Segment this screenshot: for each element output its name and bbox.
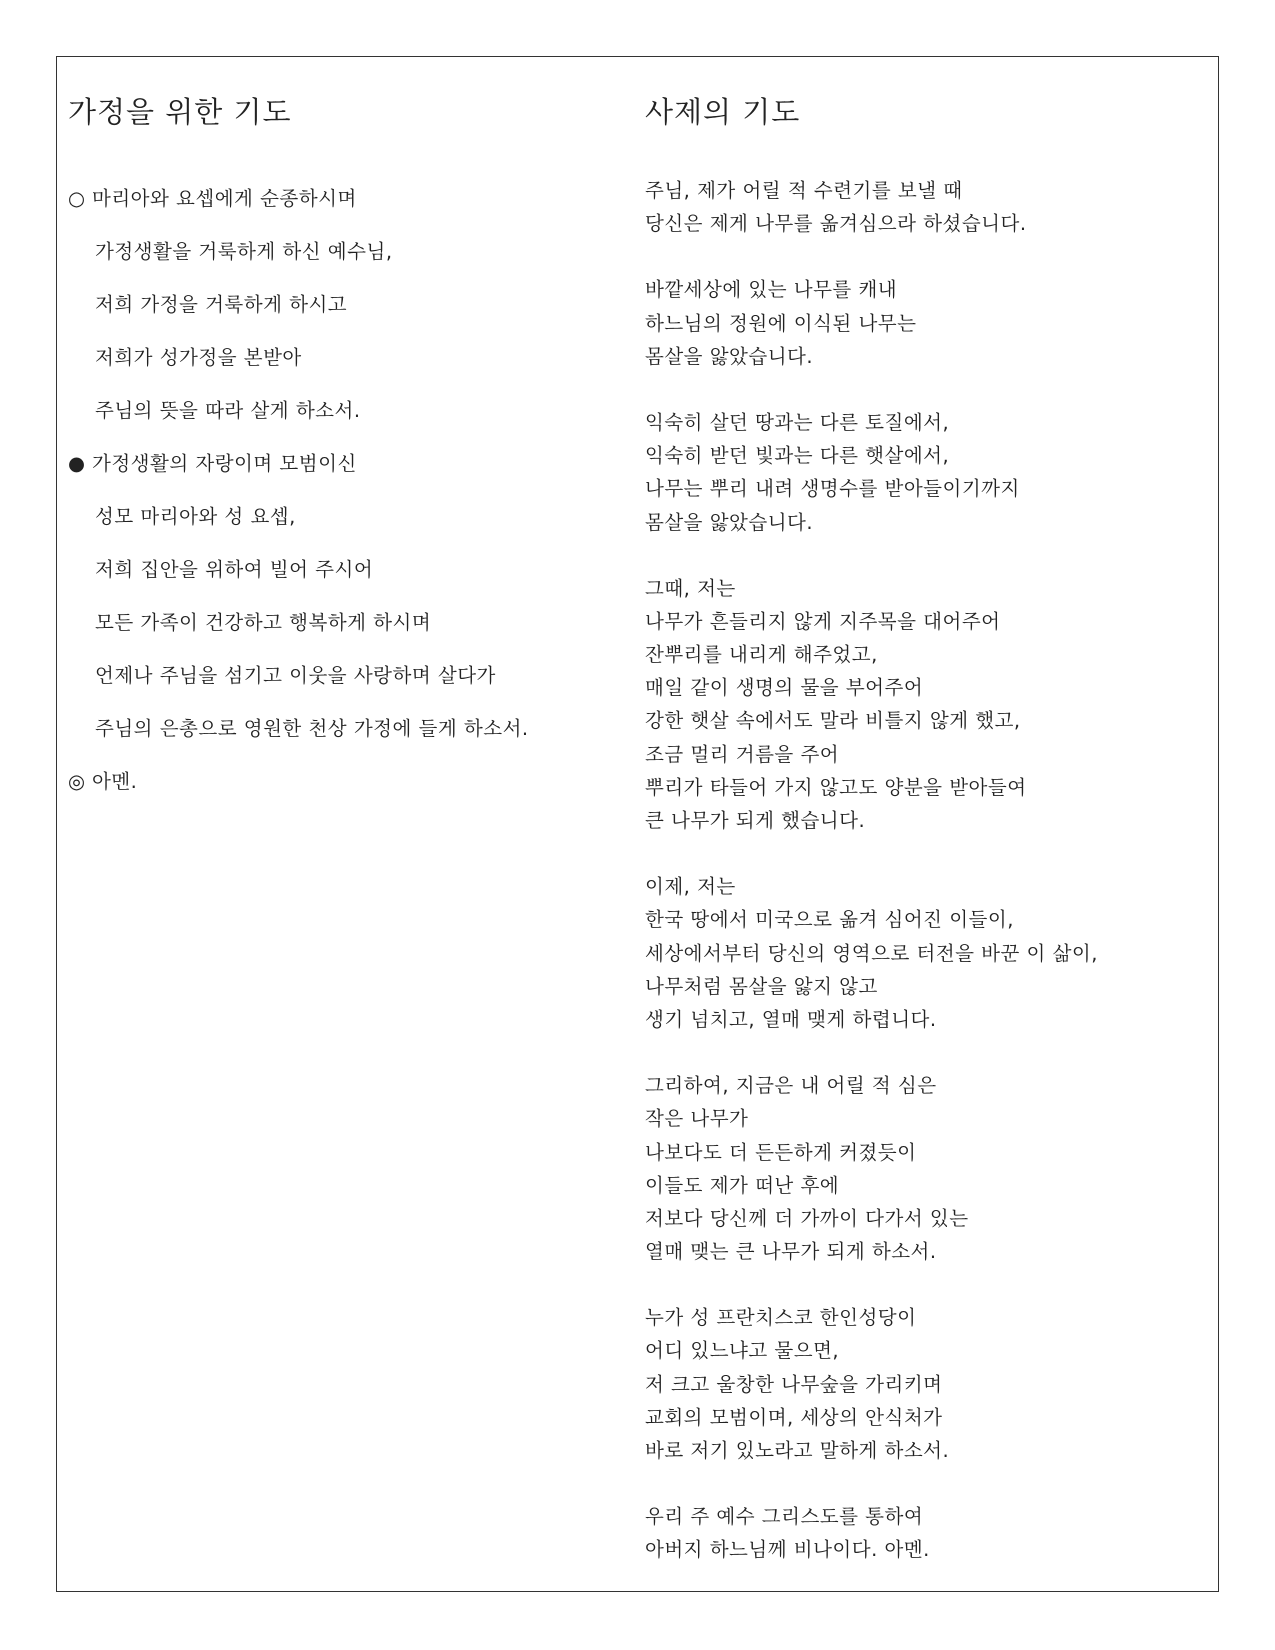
- prayer-line: 세상에서부터 당신의 영역으로 터전을 바꾼 이 삶이,: [645, 941, 1098, 965]
- prayer-stanza: [645, 870, 1205, 1036]
- prayer-line: [68, 755, 628, 808]
- prayer-line-text: 마리아와 요셉에게 순종하시며: [92, 187, 357, 210]
- prayer-line-text: 저희 집안을 위하여 빌어 주시어: [95, 558, 374, 581]
- prayer-line: 뿌리가 타들어 가지 않고도 양분을 받아들여: [645, 775, 1027, 799]
- priest-prayer-title: 사제의 기도: [645, 95, 801, 129]
- prayer-line: 몸살을 앓았습니다.: [645, 344, 814, 368]
- response-marker: ◎: [68, 770, 86, 793]
- prayer-line: 우리 주 예수 그리스도를 통하여: [645, 1505, 924, 1529]
- prayer-stanza: [645, 406, 1205, 539]
- priest-prayer-column: [645, 92, 1205, 1600]
- prayer-stanza: [645, 273, 1205, 373]
- prayer-line: 그리하여, 지금은 내 어릴 적 심은: [645, 1074, 937, 1098]
- prayer-line-text: 주님의 은총으로 영원한 천상 가정에 들게 하소서.: [95, 717, 529, 740]
- prayer-line: [68, 490, 628, 543]
- prayer-line: 잔뿌리를 내리게 해주었고,: [645, 643, 878, 667]
- prayer-line: 저 크고 울창한 나무숲을 가리키며: [645, 1372, 943, 1396]
- prayer-line: 바깥세상에 있는 나무를 캐내: [645, 278, 898, 302]
- prayer-line: 주님, 제가 어릴 적 수련기를 보낼 때: [645, 179, 963, 202]
- prayer-line: 익숙히 살던 땅과는 다른 토질에서,: [645, 410, 950, 434]
- prayer-line: [68, 649, 628, 702]
- prayer-line: [68, 172, 628, 225]
- prayer-stanza: [645, 1069, 1205, 1268]
- prayer-line: 당신은 제게 나무를 옮겨심으라 하셨습니다.: [645, 212, 1027, 236]
- prayer-line: 큰 나무가 되게 했습니다.: [645, 809, 866, 832]
- prayer-line: 매일 같이 생명의 물을 부어주어: [645, 676, 924, 700]
- prayer-line: [68, 278, 628, 331]
- prayer-line: [68, 225, 628, 278]
- prayer-line-text: 아멘.: [92, 770, 138, 793]
- prayer-line: [68, 437, 628, 490]
- prayer-line-text: 가정생활의 자랑이며 모범이신: [92, 452, 357, 475]
- family-prayer-body: [68, 172, 628, 808]
- family-prayer-column: [68, 92, 628, 808]
- prayer-line: 교회의 모범이며, 세상의 안식처가: [645, 1405, 943, 1429]
- prayer-line: 강한 햇살 속에서도 말라 비틀지 않게 했고,: [645, 709, 1021, 733]
- priest-prayer-body: [645, 174, 1205, 1567]
- prayer-line: 나무가 흔들리지 않게 지주목을 대어주어: [645, 609, 1001, 633]
- prayer-line: 아버지 하느님께 비나이다. 아멘.: [645, 1538, 930, 1562]
- prayer-line: [68, 384, 628, 437]
- prayer-line: 나무처럼 몸살을 앓지 않고: [645, 974, 878, 998]
- prayer-line: [68, 331, 628, 384]
- prayer-line: 한국 땅에서 미국으로 옮겨 심어진 이들이,: [645, 908, 1014, 932]
- prayer-line-text: 모든 가족이 건강하고 행복하게 하시며: [95, 611, 432, 634]
- prayer-line-text: 성모 마리아와 성 요셉,: [95, 505, 296, 528]
- response-marker: ●: [68, 452, 86, 475]
- prayer-line: 작은 나무가: [645, 1107, 749, 1131]
- prayer-stanza: [645, 1500, 1205, 1566]
- prayer-line: 이들도 제가 떠난 후에: [645, 1173, 840, 1197]
- prayer-line-text: 가정생활을 거룩하게 하신 예수님,: [95, 240, 393, 263]
- family-prayer-title: 가정을 위한 기도: [68, 95, 292, 129]
- prayer-line: [68, 543, 628, 596]
- prayer-line: 하느님의 정원에 이식된 나무는: [645, 311, 917, 335]
- prayer-line: 나보다도 더 든든하게 커졌듯이: [645, 1140, 917, 1164]
- response-marker: ○: [68, 187, 86, 210]
- prayer-line: 그때, 저는: [645, 576, 736, 600]
- prayer-line-text: 저희 가정을 거룩하게 하시고: [95, 293, 348, 316]
- prayer-stanza: [645, 572, 1205, 838]
- prayer-line: [68, 702, 628, 755]
- prayer-line-text: 언제나 주님을 섬기고 이웃을 사랑하며 살다가: [95, 664, 496, 687]
- prayer-line: 저보다 당신께 더 가까이 다가서 있는: [645, 1206, 969, 1230]
- prayer-line: 어디 있느냐고 물으면,: [645, 1339, 840, 1363]
- prayer-stanza: [645, 1301, 1205, 1467]
- prayer-line: 열매 맺는 큰 나무가 되게 하소서.: [645, 1240, 937, 1264]
- prayer-line: 이제, 저는: [645, 875, 736, 899]
- prayer-line: 누가 성 프란치스코 한인성당이: [645, 1306, 917, 1330]
- prayer-line: [68, 596, 628, 649]
- prayer-line: 바로 저기 있노라고 말하게 하소서.: [645, 1439, 950, 1462]
- prayer-line-text: 저희가 성가정을 본받아: [95, 346, 302, 369]
- prayer-line: 몸살을 앓았습니다.: [645, 510, 814, 534]
- prayer-line: 생기 넘치고, 열매 맺게 하렵니다.: [645, 1007, 937, 1031]
- prayer-line: 나무는 뿌리 내려 생명수를 받아들이기까지: [645, 477, 1020, 501]
- prayer-line: 익숙히 받던 빛과는 다른 햇살에서,: [645, 444, 950, 468]
- prayer-line-text: 주님의 뜻을 따라 살게 하소서.: [95, 399, 361, 422]
- prayer-line: 조금 멀리 거름을 주어: [645, 742, 840, 766]
- prayer-stanza: [645, 174, 1205, 240]
